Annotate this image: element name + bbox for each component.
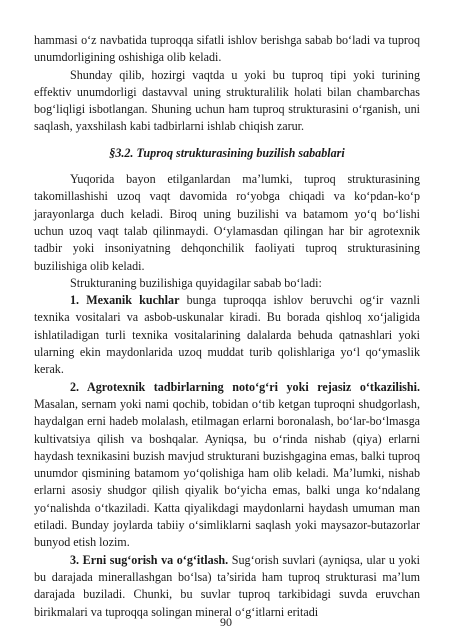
paragraph-3: Yuqorida bayon etilganlardan ma’lumki, tuproq strukturasining takomillashishi uzoq vaqt davomida ro‘yobga chiqadi va ko‘pdan-ko‘p jarayonlarga duch keladi. Biroq uning buzilishi va batamom yo‘q bo‘lishi uchun uzoq vaqt talab qilinmaydi. O‘ylamasdan qilingan har bir agrotexnik tadbir yoki insoniyatning dehqonchilik faoliyati tuproq strukturasining buzilishiga olib keladi.: [34, 172, 420, 273]
list-item-3-text: Sug‘orish suvlari (ayniqsa, ular u yoki bu darajada minerallashgan bo‘lsa) ta’sirida ham tuproq strukturasi ma’lum darajada buziladi. Chunki, bu suvlar tuproq tarkibidagi suvda eruvchan birikmalari va tuproqqa solingan mineral o‘g‘itlarni eritadi: [34, 552, 421, 619]
list-item-1-text: bunga tuproqqa ishlov beruvchi og‘ir vaznli texnika vositalari va asbob-uskunalar kiradi. Bu borada qishloq xo‘jaligida ishlatiladigan turli texnika vositalarining dalalarda behuda qatnashlari yoki ularning ekin maydonlarida uzoq muddat turib qolishlariga yo‘l qo‘ymaslik kerak.: [34, 293, 420, 377]
list-item-2-title: 2. Agrotexnik tadbirlarning noto‘g‘ri yoki rejasiz o‘tkazilishi.: [70, 379, 420, 394]
paragraph-4: Strukturaning buzilishiga quyidagilar sabab bo‘ladi:: [70, 275, 322, 290]
paragraph-2: Shunday qilib, hozirgi vaqtda u yoki bu tuproq tipi yoki turining effektiv unumdorligi dastavval uning strukturalilik holati bilan chambarchas bog‘liqligi isbotlangan. Shuning uchun ham tuproq strukturasini o‘rganish, uni saqlash, yaxshilash kabi tadbirlarni ishlab chiqish zarur.: [34, 67, 420, 134]
list-item-3-title: 3. Erni sug‘orish va o‘g‘itlash.: [70, 552, 229, 567]
page-number: 90: [220, 615, 232, 629]
list-item-1: [34, 292, 420, 378]
section-heading: §3.2. Tuproq strukturasining buzilish sabablari: [109, 145, 345, 160]
list-item-3: [34, 552, 420, 621]
list-item-2-text: Masalan, sernam yoki nami qochib, tobidan o‘tib ketgan tuproqni shudgorlash, haydalgan erni hadeb molalash, etilmagan erlarni boronalash, bo‘lar-bo‘lmasga kultivatsiya qilish va boshqalar. Ayniqsa, bu o‘rinda nishab (qiya) erlarni haydash texnikasini buzish mavjud strukturani buzishgagina emas, balki tuproq unumdor qismining batamom yo‘qolishiga ham olib keladi. Ma’lumki, nishab erlarni asosiy shudgor qilish qiyalik bo‘yicha emas, balki unga ko‘ndalang yo‘nalishda o‘tkaziladi. Katta qiyalikdagi maydonlarni haydash umuman man etiladi. Bunday joylarda tabiiy o‘simliklarni saqlash yoki maysazor-butazorlar bunyod etish lozim.: [34, 396, 420, 550]
paragraph-1: hammasi o‘z navbatida tuproqqa sifatli ishlov berishga sabab bo‘ladi va tuproq unumdorligining oshishiga olib keladi.: [34, 33, 420, 65]
list-item-1-title: 1. Mexanik kuchlar: [70, 293, 180, 308]
list-item-2: [34, 379, 420, 552]
